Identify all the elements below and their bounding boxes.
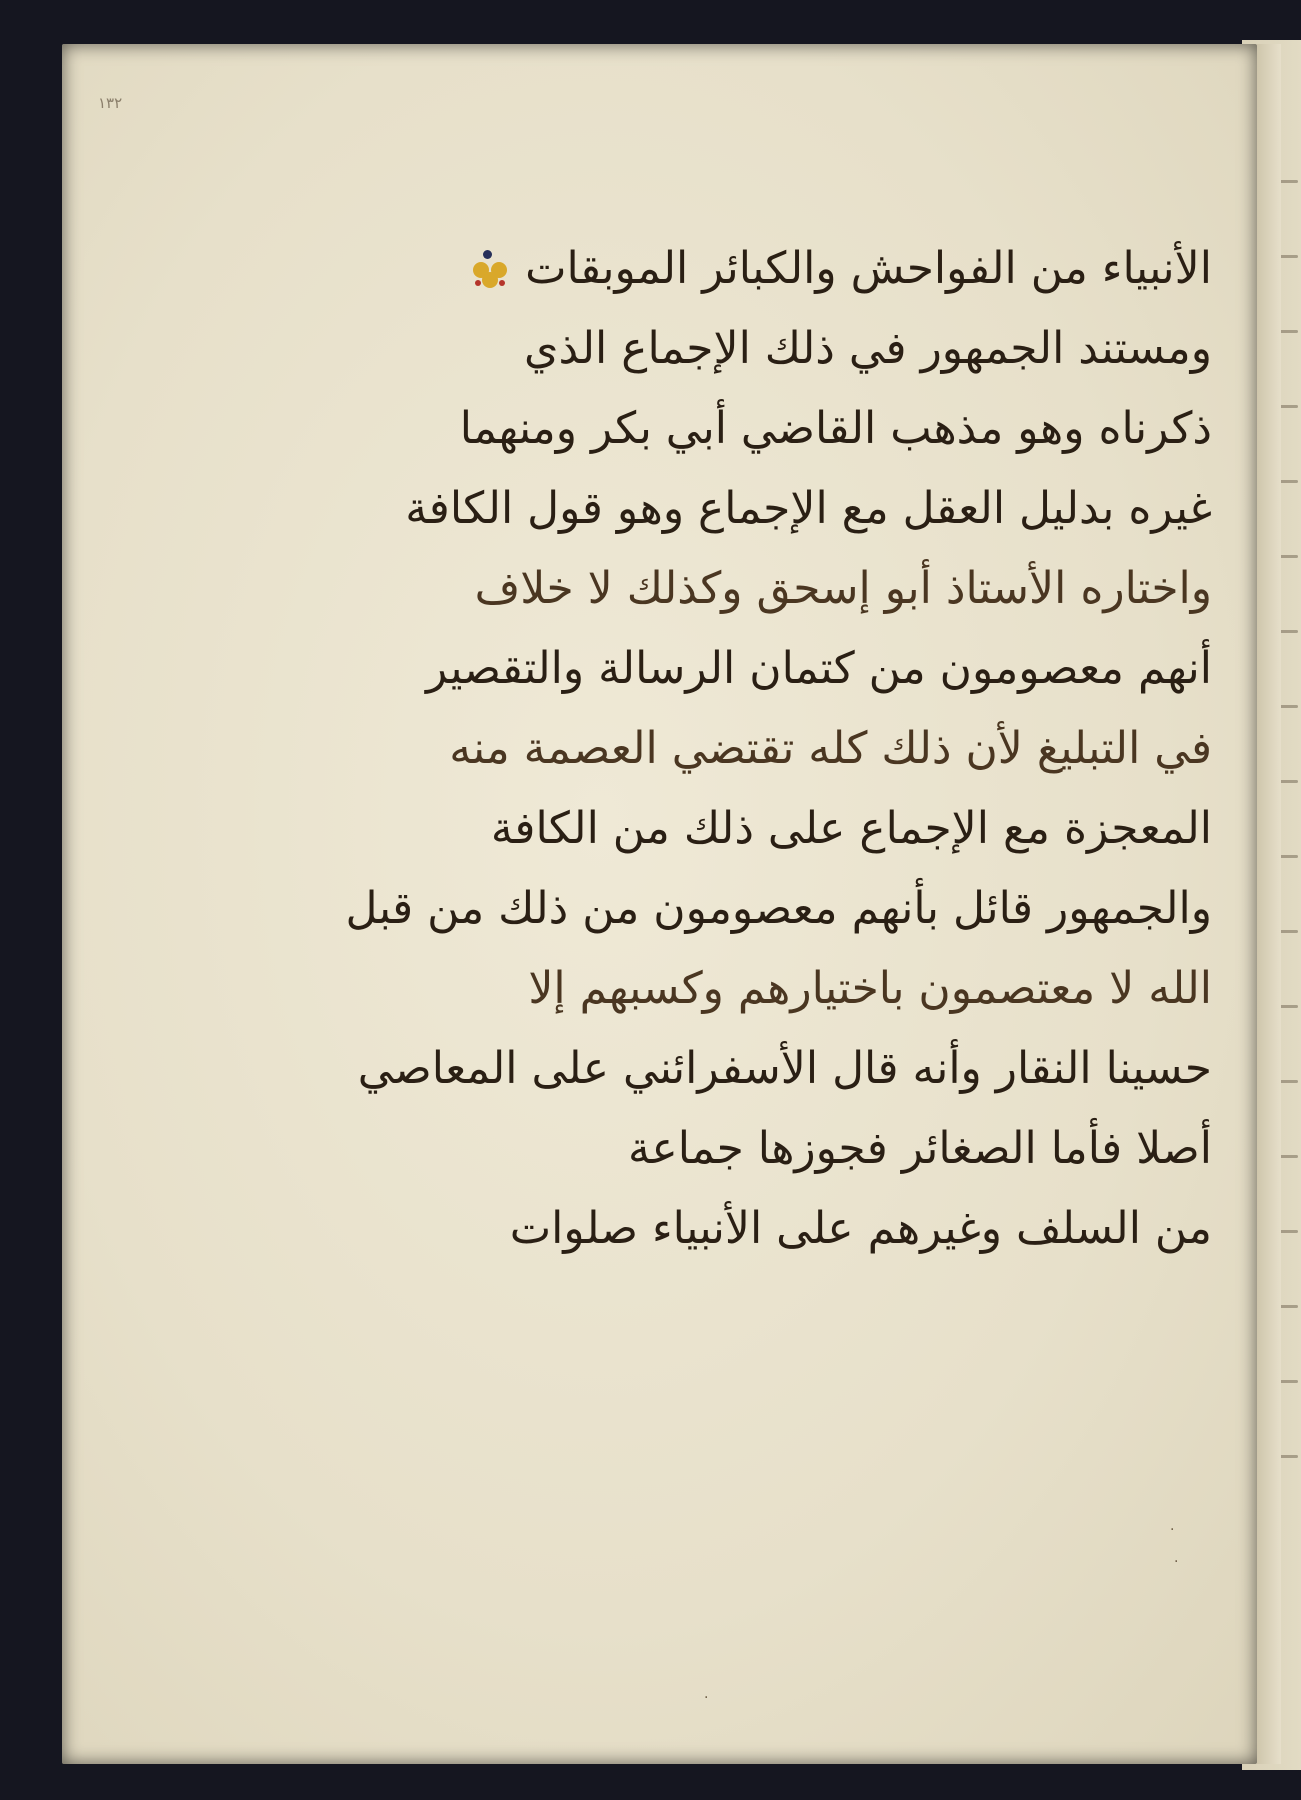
manuscript-page	[62, 44, 1257, 1764]
text-line-9: والجمهور قائل بأنهم معصومون من ذلك من قبل	[345, 883, 1212, 934]
text-line-8: المعجزة مع الإجماع على ذلك من الكافة	[490, 803, 1212, 854]
text-line-12: أصلا فأما الصغائر فجوزها جماعة	[627, 1123, 1212, 1174]
verse-marker-icon	[471, 250, 511, 292]
stray-ink-mark: ·	[1170, 1522, 1175, 1538]
text-line-4: غيره بدليل العقل مع الإجماع وهو قول الكافة	[405, 483, 1212, 534]
text-line-content: الأنبياء من الفواحش والكبائر الموبقات	[525, 243, 1212, 294]
text-line-2: ومستند الجمهور في ذلك الإجماع الذي	[524, 323, 1212, 374]
text-line-10: الله لا معتصمون باختيارهم وكسبهم إلا	[528, 963, 1212, 1014]
text-line-11: حسينا النقار وأنه قال الأسفرائني على المعاصي	[357, 1043, 1212, 1094]
text-line-13: من السلف وغيرهم على الأنبياء صلوات	[509, 1203, 1212, 1254]
text-line-5: واختاره الأستاذ أبو إسحق وكذلك لا خلاف	[474, 563, 1212, 614]
text-line-6: أنهم معصومون من كتمان الرسالة والتقصير	[425, 643, 1212, 694]
folio-number: ١٣٢	[98, 94, 123, 112]
stray-ink-mark: ·	[1174, 1554, 1179, 1570]
text-line-3: ذكرناه وهو مذهب القاضي أبي بكر ومنهما	[459, 403, 1212, 454]
text-line-1	[382, 229, 1212, 309]
text-line-7: في التبليغ لأن ذلك كله تقتضي العصمة منه	[449, 723, 1212, 774]
manuscript-text-block	[345, 229, 1212, 1269]
page-gutter	[1257, 44, 1281, 1764]
stray-ink-mark: ·	[704, 1690, 709, 1706]
